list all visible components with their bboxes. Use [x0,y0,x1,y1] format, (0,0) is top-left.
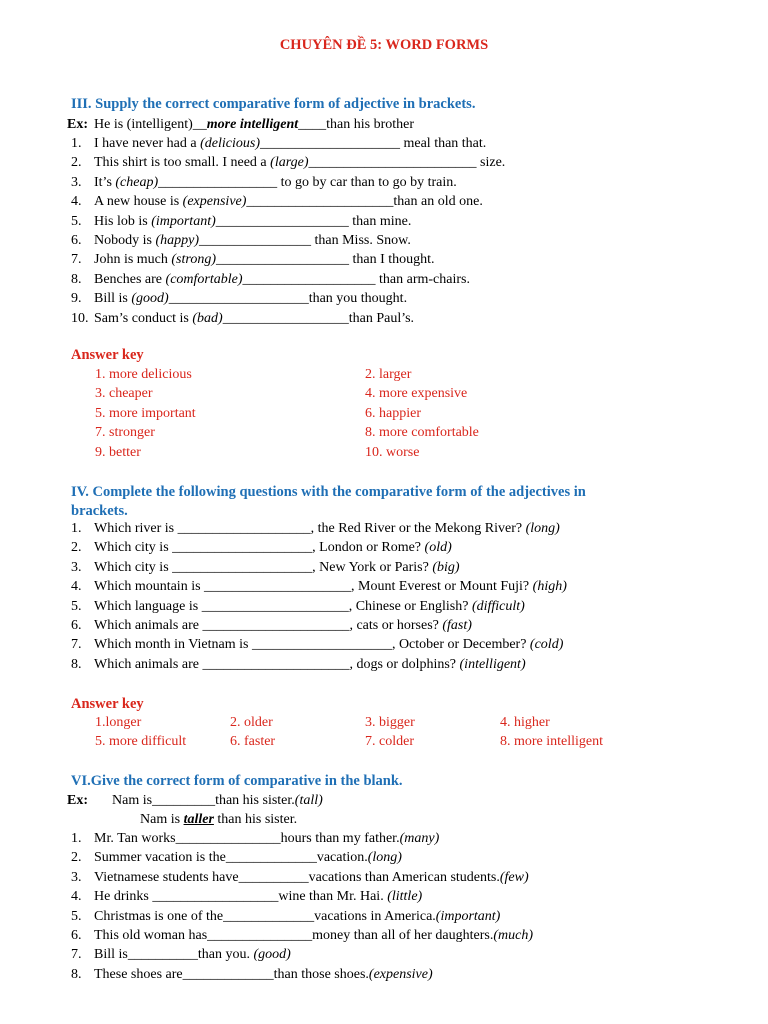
item-number: 1. [71,521,82,536]
example-line1-pre: Nam is [112,793,153,808]
answer-item: 6. faster [230,734,276,750]
answer-item: 8. more intelligent [500,734,604,750]
item-post: , Mount Everest or Mount Fuji? [351,579,533,595]
item-hint: (difficult) [471,598,525,614]
item-post: vacations than American students. [308,869,500,885]
example-post: ____than his brother [298,117,415,132]
item-pre: A new house is [94,194,183,210]
section-3-answer-key-title: Answer key [71,347,144,363]
item-blank: __________ [127,947,198,963]
example-line2-post: than his sister. [213,812,298,827]
item-post: wine than Mr. Hai. [278,889,388,905]
item-blank: ________________________ [308,155,477,171]
example-line2-answer: taller [183,812,214,827]
item-post: than those shoes. [273,966,369,982]
item-post: , cats or horses? [349,618,443,633]
item-blank: _____________ [225,850,317,866]
item-blank: ___________________ [215,213,349,229]
exercise-item [71,194,483,210]
item-post: size. [476,155,506,171]
item-post: than an old one. [393,194,483,210]
item-hint: (good) [253,947,291,963]
item-hint: (cold) [529,637,564,653]
exercise-item [71,850,402,866]
item-post: , the Red River or the Mekong River? [310,521,526,536]
item-number: 8. [71,966,82,982]
item-hint: (little) [387,889,423,905]
item-blank: _______________ [207,928,313,943]
item-number: 7. [71,252,82,268]
example-line2-pre: Nam is [140,812,184,827]
answer-item: 3. bigger [365,715,415,730]
item-hint: (old) [424,540,452,556]
item-number: 7. [71,947,82,963]
item-blank: ____________________ [168,291,309,307]
item-number: 4. [71,579,82,595]
item-post: , New York or Paris? [312,559,433,575]
exercise-item [71,579,567,595]
section-3-example [48,117,414,133]
exercise-item [71,521,560,537]
answer-item: 1.longer [95,715,142,730]
item-pre: His lob is [94,213,152,229]
item-blank: _____________________ [202,618,350,633]
item-number: 4. [71,194,82,210]
item-hint: (delicious) [200,136,260,151]
exercise-item [71,311,414,327]
item-number: 10. [71,310,89,326]
item-number: 5. [71,213,82,229]
item-hint: (large) [270,155,309,171]
item-blank: ___________________ [177,521,311,536]
example-line1-post: than his sister. [215,793,295,808]
answer-item: 8. more comfortable [365,425,479,441]
exercise-item [71,560,460,576]
item-blank: __________ [238,869,309,885]
item-number: 8. [71,271,82,287]
item-post: vacations in America. [314,908,436,924]
example-label: Ex: [67,117,88,132]
answer-item: 3. cheaper [95,386,153,402]
item-post: than you thought. [308,291,408,307]
item-pre: Which month in Vietnam is [94,637,252,653]
item-blank: ___________________ [242,271,376,287]
exercise-item [71,909,500,925]
exercise-item [71,136,486,152]
item-pre: Mr. Tan works [94,831,176,846]
item-blank: _____________________ [201,598,349,614]
answer-item: 1. more delicious [95,367,192,382]
item-pre: It’s [94,174,116,190]
answer-item: 4. more expensive [365,386,468,402]
item-pre: Bill is [94,291,132,307]
item-hint: (many) [399,831,440,846]
item-hint: (high) [532,579,567,595]
exercise-item [71,291,407,307]
item-number: 7. [71,637,82,653]
answer-item: 10. worse [365,444,420,460]
document-title: CHUYÊN ĐỀ 5: WORD FORMS [279,37,489,53]
item-hint: (good) [131,291,169,307]
exercise-item [71,155,505,171]
answer-item: 2. older [230,715,273,730]
item-hint: (intelligent) [459,656,526,672]
exercise-item [71,928,533,944]
exercise-item [71,870,529,886]
item-post: than I thought. [348,252,435,268]
item-post: than Paul’s. [348,310,415,326]
exercise-item [71,272,470,288]
item-pre: Christmas is one of the [94,908,224,924]
item-blank: ________________ [199,233,311,248]
item-pre: Which mountain is [94,579,205,595]
example-pre: He is (intelligent)__ [94,117,207,132]
item-pre: John is much [94,252,172,268]
item-pre: He drinks [94,889,153,905]
answer-item: 5. more important [95,405,196,421]
section-3-heading: III. Supply the correct comparative form of adjective in brackets. [71,96,476,112]
item-post: , Chinese or English? [348,598,472,614]
item-blank: _____________ [223,908,315,924]
item-blank: _____________________ [204,579,352,595]
example-line1-hint: (tall) [294,793,323,808]
item-hint: (big) [432,559,460,575]
item-hint: (expensive) [182,194,247,210]
item-pre: Which city is [94,540,173,556]
item-post: than Miss. Snow. [311,233,411,248]
answer-item: 5. more difficult [95,734,187,750]
item-number: 2. [71,850,82,866]
item-pre: I have never had a [94,136,201,151]
item-hint: (important) [435,908,501,924]
item-pre: Vietnamese students have [94,869,239,885]
item-pre: Bill is [94,947,128,963]
item-number: 3. [71,559,82,575]
exercise-item [71,214,411,230]
item-hint: (strong) [171,252,216,268]
item-number: 1. [71,136,82,151]
item-post: meal than that. [399,136,487,151]
exercise-item [71,233,411,249]
item-blank: ____________________ [172,559,313,575]
item-post: , dogs or dolphins? [349,656,460,672]
item-blank: _____________________ [246,194,394,210]
answer-item: 2. larger [365,367,412,382]
section-6-example-line1 [48,793,323,809]
item-hint: (few) [499,869,529,885]
example-line1-blank: _________ [152,793,216,808]
item-blank: ____________________ [259,136,400,151]
item-number: 2. [71,540,82,556]
item-hint: (fast) [442,618,472,633]
section-4-answer-key-title: Answer key [71,696,144,712]
item-number: 3. [71,174,82,190]
item-pre: Which animals are [94,656,203,672]
item-hint: (happy) [155,233,199,248]
exercise-item [71,175,457,191]
item-hint: (long) [525,521,560,536]
item-pre: This shirt is too small. I need a [94,155,271,171]
item-number: 6. [71,618,82,633]
answer-item: 7. colder [365,734,414,750]
item-pre: Benches are [94,271,166,287]
item-pre: Sam’s conduct is [94,310,193,326]
item-post: , London or Rome? [312,540,425,556]
item-hint: (long) [367,850,402,866]
item-post: to go by car than to go by train. [277,174,457,190]
item-pre: Which city is [94,559,173,575]
item-post: vacation. [316,850,368,866]
item-blank: __________________ [152,889,279,905]
item-number: 8. [71,656,82,672]
section-6-heading: VI.Give the correct form of comparative in the blank. [71,773,403,789]
exercise-item [71,599,525,615]
answer-item: 9. better [95,444,141,460]
section-4-heading-line2: brackets. [71,503,128,519]
exercise-item [71,967,433,983]
item-blank: ____________________ [172,540,313,556]
exercise-item [71,540,452,556]
exercise-item [71,252,435,268]
item-pre: Summer vacation is the [94,850,226,866]
item-blank: _______________ [175,831,281,846]
item-number: 5. [71,598,82,614]
item-post: than arm-chairs. [375,271,470,287]
item-hint: (important) [151,213,216,229]
exercise-item [71,831,439,847]
item-number: 4. [71,889,82,905]
exercise-item [71,657,526,673]
exercise-item [71,618,472,634]
section-4-heading-line1: IV. Complete the following questions with the comparative form of the adjectives in [71,484,586,500]
item-pre: This old woman has [94,928,208,943]
item-number: 6. [71,233,82,248]
item-blank: _____________ [182,966,274,982]
item-blank: ____________________ [251,637,392,653]
item-blank: ___________________ [215,252,349,268]
answer-item: 7. stronger [95,425,155,441]
exercise-item [71,889,422,905]
item-number: 2. [71,155,82,171]
item-number: 1. [71,831,82,846]
item-blank: __________________ [222,310,349,326]
answer-item: 6. happier [365,405,421,421]
item-number: 9. [71,291,82,307]
exercise-item [71,637,563,653]
example-answer: more intelligent [206,117,299,132]
item-post: , October or December? [391,637,530,653]
item-pre: Which language is [94,598,202,614]
section-6-example-line2 [140,812,297,828]
item-hint: (expensive) [368,966,433,982]
item-post: hours than my father. [280,831,400,846]
item-number: 5. [71,908,82,924]
item-hint: (bad) [192,310,223,326]
item-hint: (comfortable) [165,271,243,287]
item-post: money than all of her daughters. [312,928,494,943]
item-pre: Which animals are [94,618,203,633]
item-blank: _____________________ [202,656,350,672]
item-number: 6. [71,928,82,943]
exercise-item [71,947,291,963]
answer-item: 4. higher [500,715,550,730]
item-number: 3. [71,869,82,885]
item-post: than mine. [348,213,412,229]
item-pre: Which river is [94,521,178,536]
example-label: Ex: [67,793,88,808]
item-hint: (cheap) [115,174,159,190]
item-pre: These shoes are [94,966,183,982]
item-pre: Nobody is [94,233,156,248]
item-blank: _________________ [158,174,278,190]
item-hint: (much) [493,928,533,943]
item-post: than you. [197,947,254,963]
